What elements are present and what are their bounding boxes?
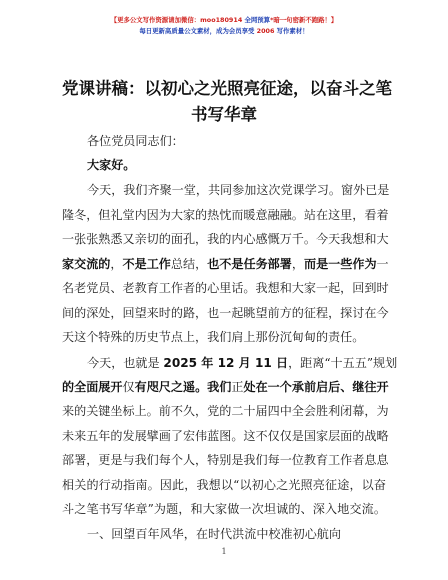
banner-text: 全网预算 — [242, 16, 271, 24]
emphasis-text: 不是工作 — [122, 257, 171, 271]
banner-text: 写作素材！ — [276, 27, 309, 35]
paragraph-2-line-1 — [87, 355, 398, 371]
emphasis-text: 也不是任务部署 — [207, 257, 292, 271]
emphasis-text: 处在一个承前启后、继往开 — [243, 380, 389, 394]
paragraph-2-line-5: 部署，更是与我们每个人，特别是我们每一位教育工作者息息 — [62, 453, 389, 467]
document-title — [62, 76, 392, 128]
emphasis-text: 的全面展开 — [62, 380, 123, 394]
paragraph-2-line-4: 未来五年的发展擘画了宏伟蓝图。这不仅仅是国家层面的战略 — [62, 429, 389, 443]
paragraph-1-line-1: 今天，我们齐聚一堂，共同参加这次党课学习。窗外已是 — [87, 183, 390, 197]
paragraph-1-line-7: 天这个特殊的历史节点上，我们肩上那份沉甸甸的责任。 — [62, 330, 365, 344]
paragraph-2-line-6: 相关的行动指南。因此，我想以“以初心之光照亮征途，以奋 — [62, 478, 386, 492]
emphasis-text: 有咫尺之遥。我们 — [134, 380, 232, 394]
salutation: 各位党员同志们： — [87, 134, 184, 148]
date-text: 2025 年 12 月 11 日 — [163, 356, 289, 370]
body-text: 总结， — [170, 257, 208, 271]
banner-text: 每日更新高质量公文素材，成为会员享受 — [139, 27, 255, 35]
title-line-2: 书写华章 — [191, 105, 257, 124]
body-text: 仅 — [122, 380, 135, 394]
body-text: 正 — [231, 380, 244, 394]
banner-text: ！】 — [324, 16, 338, 24]
banner-text: *暗一句密新不跑路 — [270, 16, 325, 24]
section-heading-1: 一、回望百年风华，在时代洪流中校准初心航向 — [87, 527, 341, 541]
paragraph-1-line-5: 名老党员、老教育工作者的心里话。我想和大家一起，回到时 — [62, 281, 389, 295]
paragraph-1-line-6: 间的深处，回望来时的路，也一起眺望前方的征程，探讨在今 — [62, 306, 389, 320]
body-text: 今天，也就是 — [87, 356, 164, 370]
paragraph-1-line-3: 一张张熟悉又亲切的面孔，我的内心感慨万千。今天我想和大 — [62, 232, 389, 246]
paragraph-2-line-7: 斗之笔书写华章”为题，和大家做一次坦诚的、深入地交流。 — [62, 502, 386, 516]
body-text: ，距离“十五五”规划 — [288, 356, 398, 370]
title-line-1: 党课讲稿：以初心之光照亮征途，以奋斗之笔 — [62, 79, 392, 98]
paragraph-1-line-2: 隆冬，但礼堂内因为大家的热忱而暖意融融。站在这里，看着 — [62, 208, 389, 222]
banner-text: 【 — [110, 16, 118, 24]
banner-text: 2006 — [254, 27, 277, 35]
paragraph-2-line-2 — [62, 379, 389, 395]
paragraph-2-line-3: 来的关键坐标上。前不久，党的二十届四中全会胜利闭幕，为 — [62, 404, 389, 418]
emphasis-text: 而是一些作为 — [303, 257, 377, 271]
paragraph-1-line-4 — [62, 256, 389, 272]
promo-banner-line-2 — [0, 27, 448, 35]
body-text: ， — [110, 257, 123, 271]
greeting: 大家好。 — [87, 158, 136, 172]
page-number: 1 — [221, 547, 227, 556]
body-text: ， — [291, 257, 304, 271]
body-text: 一 — [376, 257, 389, 271]
promo-banner-line-1 — [0, 16, 448, 24]
banner-text: 更多公文写作资源请加微信：moo180914 — [117, 16, 243, 24]
emphasis-text: 家交流的 — [62, 257, 111, 271]
